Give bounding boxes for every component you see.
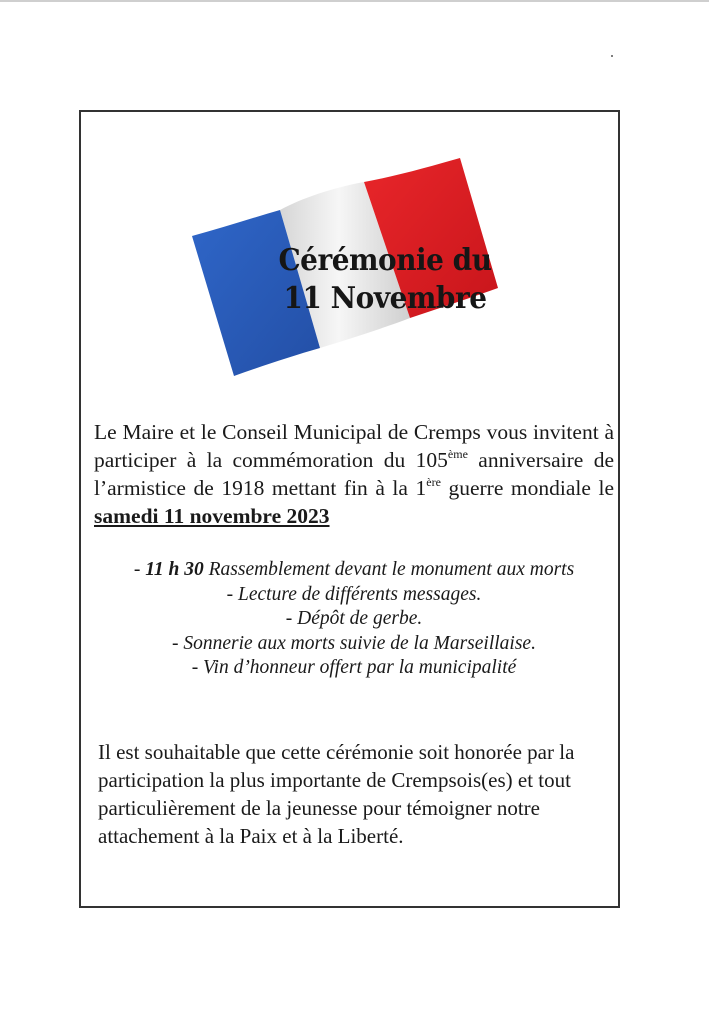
superscript-eme: ème <box>447 447 468 461</box>
intro-text: guerre mondiale le <box>440 476 614 500</box>
item-dash: - <box>133 559 146 580</box>
event-time: 11 h 30 <box>145 559 204 580</box>
program-list <box>86 558 622 681</box>
intro-text: anniversaire de l’armistice de 1918 mettant fin à la 1 <box>94 448 614 500</box>
closing-paragraph: Il est souhaitable que cette cérémonie soit honorée par la participation la plus importante de Crempsois(es) et tout particulièrement de la jeunesse pour témoigner notre attachement à la Paix et à la Liberté. <box>98 740 575 848</box>
intro-text: Le Maire et le Conseil Municipal de Cremps vous invitent à participer à la commémoration du 105 <box>94 420 614 472</box>
program-item-gathering <box>86 558 622 583</box>
gathering-text: Rassemblement devant le monument aux morts <box>203 559 575 580</box>
superscript-ere: ère <box>426 475 441 489</box>
scan-speck <box>611 55 613 57</box>
title-line-2: 11 Novembre <box>283 281 487 316</box>
title-line-1: Cérémonie du <box>278 243 492 278</box>
invitation-paragraph <box>94 418 614 530</box>
program-item-wreath: - Dépôt de gerbe. <box>285 608 423 629</box>
poster-title <box>232 242 539 318</box>
flag-banner <box>192 158 522 383</box>
program-item-bugle: - Sonnerie aux morts suivie de la Marseillaise. <box>172 632 536 654</box>
scan-edge <box>0 0 709 2</box>
event-date: samedi 11 novembre 2023 <box>94 504 330 528</box>
program-item-messages: - Lecture de différents messages. <box>226 583 482 605</box>
program-item-reception: - Vin d’honneur offert par la municipalité <box>191 657 517 678</box>
